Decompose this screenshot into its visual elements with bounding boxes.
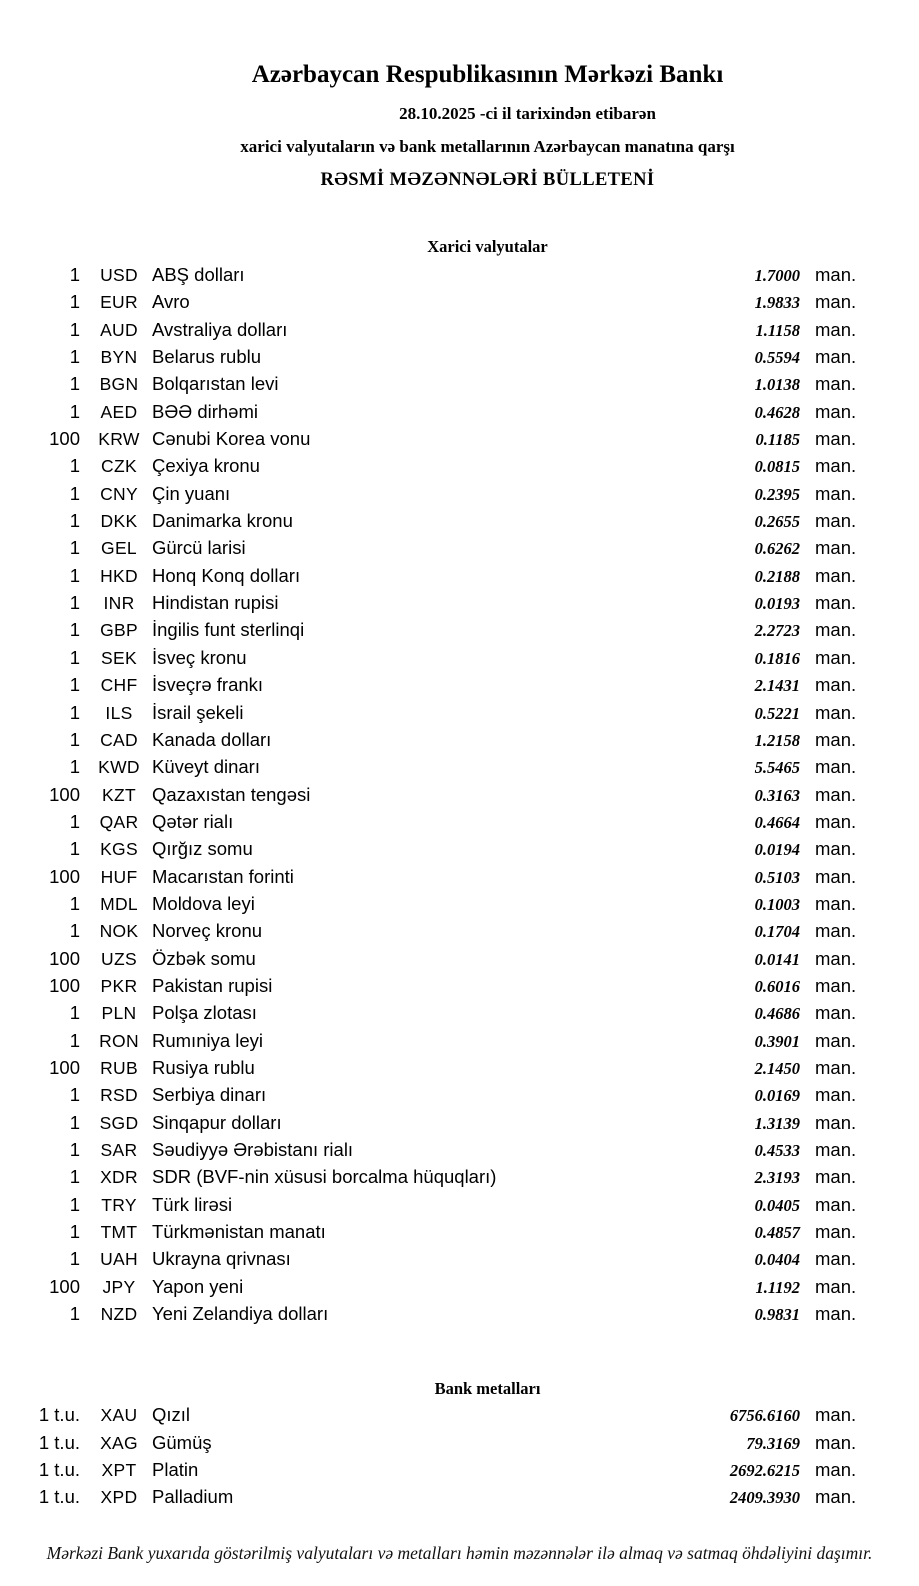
rate-row	[0, 1139, 919, 1166]
rate-row	[0, 893, 919, 920]
row-name: Türk lirəsi	[152, 1193, 233, 1215]
row-unit: man.	[815, 865, 857, 887]
rate-row	[0, 1057, 919, 1084]
rate-row	[0, 1030, 919, 1057]
row-name: Gümüş	[152, 1431, 212, 1453]
row-unit: man.	[815, 838, 857, 860]
row-rate: 0.0815	[754, 457, 800, 477]
row-name: Sinqapur dolları	[152, 1111, 282, 1133]
row-unit: man.	[815, 455, 857, 477]
bulletin-header	[56, 0, 919, 192]
row-rate: 0.3901	[754, 1031, 800, 1051]
row-rate: 2409.3930	[729, 1488, 800, 1508]
rate-row	[0, 537, 919, 564]
row-name: Qırğız somu	[152, 838, 253, 860]
row-code: AUD	[100, 319, 138, 340]
row-unit: man.	[815, 1404, 857, 1426]
row-name: ABŞ dolları	[152, 264, 245, 285]
row-rate: 0.0169	[754, 1086, 800, 1106]
row-qty: 1	[69, 920, 80, 942]
row-unit: man.	[815, 400, 857, 422]
row-qty: 1	[69, 346, 80, 368]
row-code: INR	[103, 593, 135, 614]
row-unit: man.	[815, 1084, 857, 1106]
row-qty: 1 t.u.	[38, 1486, 80, 1508]
row-rate: 1.9833	[754, 293, 800, 313]
row-qty: 1 t.u.	[38, 1459, 80, 1481]
row-rate: 2.1431	[754, 676, 800, 696]
rate-row	[0, 1166, 919, 1193]
row-rate: 1.2158	[754, 730, 800, 750]
row-code: NZD	[100, 1304, 138, 1325]
row-rate: 0.0404	[754, 1250, 800, 1270]
row-unit: man.	[815, 1056, 857, 1078]
row-code: BGN	[99, 374, 139, 395]
row-name: Macarıstan forinti	[152, 865, 294, 887]
row-qty: 1	[69, 264, 80, 285]
rate-row	[0, 1002, 919, 1029]
row-rate: 0.1185	[755, 430, 800, 450]
row-unit: man.	[815, 756, 857, 778]
row-name: Gürcü larisi	[152, 537, 246, 559]
row-code: MDL	[100, 893, 138, 914]
row-qty: 1	[69, 455, 80, 477]
row-unit: man.	[815, 1002, 857, 1024]
row-code: SGD	[99, 1112, 139, 1133]
rate-row	[0, 319, 919, 346]
row-code: KZT	[102, 784, 136, 805]
row-unit: man.	[815, 482, 857, 504]
row-unit: man.	[815, 318, 857, 340]
row-rate: 0.3163	[754, 785, 800, 805]
bank-name-title: Azərbaycan Respublikasının Mərkəzi Bankı	[251, 61, 724, 88]
row-qty: 1	[69, 592, 80, 614]
row-qty: 1	[69, 373, 80, 395]
row-qty: 1	[69, 1029, 80, 1051]
row-unit: man.	[815, 1431, 857, 1453]
row-code: GBP	[100, 620, 138, 641]
rate-row	[0, 1221, 919, 1248]
row-qty: 1	[69, 537, 80, 559]
row-name: İngilis funt sterlinqi	[152, 619, 305, 641]
rate-row	[0, 483, 919, 510]
row-qty: 100	[49, 1056, 80, 1078]
row-unit: man.	[815, 1139, 857, 1160]
row-name: Qətər rialı	[152, 810, 234, 832]
row-name: Ukrayna qrivnası	[152, 1248, 291, 1270]
row-rate: 1.3139	[754, 1113, 800, 1133]
row-code: TRY	[101, 1194, 137, 1215]
row-qty: 1 t.u.	[38, 1404, 80, 1426]
row-code: XAU	[100, 1405, 138, 1426]
row-name: Pakistan rupisi	[152, 974, 273, 996]
row-code: DKK	[100, 511, 138, 532]
row-unit: man.	[815, 947, 857, 969]
row-code: GEL	[101, 538, 137, 559]
bulletin-title-line: RƏSMİ MƏZƏNNƏLƏRİ BÜLLETENİ	[320, 170, 655, 190]
row-qty: 1	[69, 510, 80, 532]
row-code: QAR	[99, 811, 139, 832]
row-qty: 1	[69, 838, 80, 860]
rate-row	[0, 428, 919, 455]
row-rate: 0.1003	[754, 894, 800, 914]
row-name: Yeni Zelandiya dolları	[152, 1303, 329, 1325]
rate-row	[0, 784, 919, 811]
row-name: İsveç kronu	[152, 646, 247, 668]
row-qty: 100	[49, 947, 80, 969]
row-qty: 1	[69, 1139, 80, 1160]
row-rate: 1.1192	[755, 1277, 800, 1297]
row-rate: 1.1158	[755, 320, 800, 340]
row-rate: 0.5221	[754, 703, 800, 723]
row-code: UAH	[100, 1249, 138, 1270]
row-name: Hindistan rupisi	[152, 592, 279, 614]
row-code: HKD	[100, 565, 138, 586]
subject-line: xarici valyutaların və bank metallarının Azərbaycan manatına qarşı	[240, 137, 735, 156]
row-rate: 0.4628	[754, 402, 800, 422]
row-rate: 0.0194	[754, 840, 800, 860]
row-code: XDR	[100, 1167, 138, 1188]
row-qty: 1	[69, 291, 80, 313]
rate-row	[0, 455, 919, 482]
row-code: KWD	[98, 757, 140, 778]
row-unit: man.	[815, 674, 857, 696]
row-unit: man.	[815, 346, 857, 368]
row-qty: 100	[49, 865, 80, 887]
row-rate: 0.9831	[754, 1305, 800, 1325]
row-code: XPD	[100, 1487, 138, 1508]
row-unit: man.	[815, 1166, 857, 1188]
row-unit: man.	[815, 264, 857, 285]
row-code: KGS	[100, 839, 138, 860]
row-name: Çexiya kronu	[152, 455, 260, 477]
row-rate: 0.1816	[754, 648, 800, 668]
rate-row	[0, 1194, 919, 1221]
rate-row	[0, 975, 919, 1002]
row-code: PKR	[100, 975, 138, 996]
row-name: Moldova leyi	[152, 892, 255, 914]
row-unit: man.	[815, 373, 857, 395]
row-name: Səudiyyə Ərəbistanı rialı	[152, 1139, 354, 1160]
row-code: CNY	[100, 483, 138, 504]
row-qty: 1	[69, 564, 80, 586]
row-name: Küveyt dinarı	[152, 756, 260, 778]
row-unit: man.	[815, 1111, 857, 1133]
rate-row	[0, 948, 919, 975]
row-name: Polşa zlotası	[152, 1002, 257, 1024]
row-name: Qızıl	[152, 1404, 191, 1426]
rate-row	[0, 346, 919, 373]
row-name: BƏƏ dirhəmi	[152, 400, 258, 422]
row-rate: 0.4857	[754, 1223, 800, 1243]
row-unit: man.	[815, 592, 857, 614]
row-qty: 1	[69, 674, 80, 696]
row-name: SDR (BVF-nin xüsusi borcalma hüquqları)	[152, 1166, 497, 1188]
row-unit: man.	[815, 1486, 857, 1508]
row-qty: 100	[49, 783, 80, 805]
row-qty: 1	[69, 318, 80, 340]
rate-row	[0, 1486, 919, 1513]
row-qty: 1	[69, 1303, 80, 1325]
row-qty: 1	[69, 1084, 80, 1106]
row-rate: 6756.6160	[729, 1406, 800, 1426]
rate-row	[0, 702, 919, 729]
row-rate: 0.2395	[754, 484, 800, 504]
row-rate: 79.3169	[746, 1433, 800, 1453]
rate-row	[0, 510, 919, 537]
row-unit: man.	[815, 701, 857, 723]
row-qty: 1	[69, 1248, 80, 1270]
rate-row	[0, 565, 919, 592]
row-code: CZK	[101, 456, 137, 477]
rate-row	[0, 264, 919, 291]
rate-row	[0, 838, 919, 865]
row-rate: 0.4686	[754, 1004, 800, 1024]
row-name: Yapon yeni	[152, 1275, 244, 1297]
row-code: XAG	[100, 1432, 138, 1453]
row-rate: 0.4664	[754, 812, 800, 832]
row-unit: man.	[815, 1275, 857, 1297]
row-qty: 100	[49, 428, 80, 450]
rate-row	[0, 811, 919, 838]
rate-row	[0, 1303, 919, 1330]
row-name: Palladium	[152, 1486, 234, 1508]
row-name: Türkmənistan manatı	[152, 1221, 326, 1243]
row-name: Kanada dolları	[152, 728, 272, 750]
currencies-section-title: Xarici valyutalar	[427, 237, 548, 256]
row-rate: 2.3193	[754, 1168, 800, 1188]
row-qty: 1	[69, 810, 80, 832]
row-qty: 1	[69, 619, 80, 641]
row-qty: 1	[69, 728, 80, 750]
row-qty: 1	[69, 400, 80, 422]
row-unit: man.	[815, 1193, 857, 1215]
row-unit: man.	[815, 291, 857, 313]
row-code: RSD	[100, 1085, 138, 1106]
row-qty: 1	[69, 1002, 80, 1024]
disclaimer-note: Mərkəzi Bank yuxarıda göstərilmiş valyutaları və metalları həmin məzənnələr ilə almaq və satmaq öhdəliyini daşımır.	[46, 1542, 873, 1563]
rate-row	[0, 1432, 919, 1459]
row-unit: man.	[815, 892, 857, 914]
row-code: CAD	[100, 729, 138, 750]
rate-row	[0, 1248, 919, 1275]
row-unit: man.	[815, 974, 857, 996]
rate-row	[0, 619, 919, 646]
rate-row	[0, 1404, 919, 1431]
row-rate: 0.0141	[754, 949, 800, 969]
rate-row	[0, 756, 919, 783]
row-code: CHF	[100, 675, 138, 696]
row-qty: 1	[69, 1111, 80, 1133]
row-code: KRW	[98, 429, 140, 450]
row-rate: 0.5103	[754, 867, 800, 887]
row-rate: 5.5465	[754, 758, 800, 778]
rate-row	[0, 291, 919, 318]
row-code: BYN	[100, 347, 138, 368]
row-unit: man.	[815, 1303, 857, 1325]
row-name: Belarus rublu	[152, 346, 262, 368]
row-name: Özbək somu	[152, 947, 256, 969]
row-code: USD	[100, 265, 138, 285]
row-code: SEK	[101, 647, 137, 668]
metals-section-title: Bank metalları	[434, 1379, 541, 1399]
row-qty: 1	[69, 1166, 80, 1188]
currencies-table	[0, 264, 919, 1330]
row-rate: 1.0138	[754, 375, 800, 395]
row-code: JPY	[102, 1276, 136, 1297]
row-code: EUR	[100, 292, 138, 313]
row-unit: man.	[815, 564, 857, 586]
row-unit: man.	[815, 1029, 857, 1051]
row-unit: man.	[815, 783, 857, 805]
row-rate: 0.2655	[754, 512, 800, 532]
row-name: Bolqarıstan levi	[152, 373, 279, 395]
row-code: AED	[100, 401, 138, 422]
row-rate: 0.5594	[754, 348, 800, 368]
row-name: Honq Konq dolları	[152, 564, 301, 586]
rate-row	[0, 920, 919, 947]
row-rate: 1.7000	[754, 266, 800, 285]
row-unit: man.	[815, 1459, 857, 1481]
rate-row	[0, 401, 919, 428]
rate-row	[0, 674, 919, 701]
row-unit: man.	[815, 920, 857, 942]
row-name: İsrail şekeli	[152, 701, 244, 723]
row-code: HUF	[100, 866, 138, 887]
rate-row	[0, 1459, 919, 1486]
row-rate: 2692.6215	[729, 1461, 800, 1481]
row-code: UZS	[101, 948, 137, 969]
rate-row	[0, 592, 919, 619]
row-code: RUB	[100, 1057, 138, 1078]
row-unit: man.	[815, 810, 857, 832]
row-name: Avro	[152, 291, 190, 313]
row-rate: 0.0193	[754, 594, 800, 614]
row-qty: 1	[69, 1221, 80, 1243]
rate-row	[0, 1112, 919, 1139]
row-qty: 100	[49, 974, 80, 996]
row-qty: 1 t.u.	[38, 1431, 80, 1453]
row-name: Rumıniya leyi	[152, 1029, 264, 1051]
row-code: TMT	[100, 1222, 138, 1243]
row-name: Avstraliya dolları	[152, 318, 288, 340]
row-name: Danimarka kronu	[152, 510, 293, 532]
rate-row	[0, 729, 919, 756]
row-unit: man.	[815, 728, 857, 750]
row-qty: 1	[69, 701, 80, 723]
row-rate: 2.1450	[754, 1058, 800, 1078]
row-name: Cənubi Korea vonu	[152, 428, 311, 450]
rate-row	[0, 1276, 919, 1303]
row-code: NOK	[99, 921, 139, 942]
row-qty: 100	[49, 1275, 80, 1297]
row-rate: 0.6262	[754, 539, 800, 559]
row-unit: man.	[815, 1221, 857, 1243]
effective-date-line: 28.10.2025 -ci il tarixindən etibarən	[399, 104, 656, 123]
row-unit: man.	[815, 1248, 857, 1270]
row-name: Çin yuanı	[152, 482, 231, 504]
row-name: Norveç kronu	[152, 920, 263, 942]
row-code: XPT	[101, 1460, 137, 1481]
row-unit: man.	[815, 619, 857, 641]
rate-row	[0, 1084, 919, 1111]
row-name: Platin	[152, 1459, 199, 1481]
row-unit: man.	[815, 428, 857, 450]
row-unit: man.	[815, 537, 857, 559]
rate-row	[0, 647, 919, 674]
row-rate: 2.2723	[754, 621, 800, 641]
row-qty: 1	[69, 646, 80, 668]
row-unit: man.	[815, 510, 857, 532]
row-name: İsveçrə frankı	[152, 674, 264, 696]
row-qty: 1	[69, 756, 80, 778]
row-name: Serbiya dinarı	[152, 1084, 267, 1106]
row-code: ILS	[105, 702, 133, 723]
row-name: Rusiya rublu	[152, 1056, 255, 1078]
row-rate: 0.1704	[754, 922, 800, 942]
row-rate: 0.0405	[754, 1195, 800, 1215]
metals-table	[0, 1404, 919, 1513]
row-code: RON	[99, 1030, 139, 1051]
row-qty: 1	[69, 482, 80, 504]
rate-row	[0, 373, 919, 400]
row-rate: 0.2188	[754, 566, 800, 586]
row-rate: 0.6016	[754, 976, 800, 996]
row-code: PLN	[101, 1003, 137, 1024]
rate-row	[0, 866, 919, 893]
row-rate: 0.4533	[754, 1141, 800, 1160]
row-qty: 1	[69, 1193, 80, 1215]
row-qty: 1	[69, 892, 80, 914]
row-unit: man.	[815, 646, 857, 668]
row-code: SAR	[100, 1140, 138, 1160]
row-name: Qazaxıstan tengəsi	[152, 783, 311, 805]
